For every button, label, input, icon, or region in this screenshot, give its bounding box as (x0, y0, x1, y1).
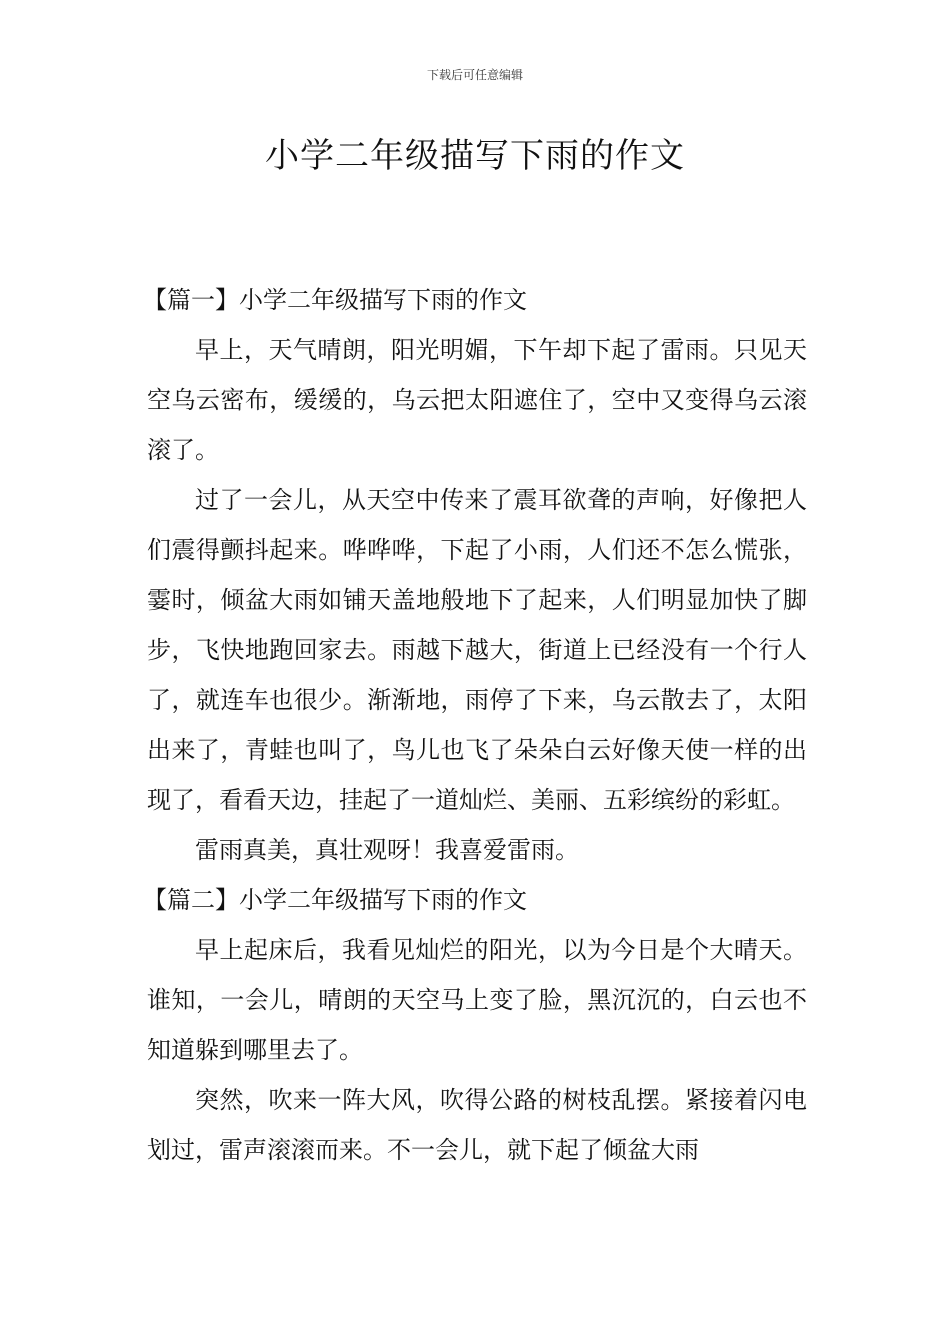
header-note: 下载后可任意编辑 (426, 68, 523, 82)
paragraph: 突然，吹来一阵大风，吹得公路的树枝乱摆。紧接着闪电划过，雷声滚滚而来。不一会儿，就下起了倾盆大雨 (147, 1086, 807, 1164)
document-title: 小学二年级描写下雨的作文 (265, 136, 685, 176)
paragraph: 雷雨真美，真壮观呀！我喜爱雷雨。 (195, 836, 579, 864)
section-heading-2: 【篇二】小学二年级描写下雨的作文 (143, 886, 527, 914)
section-heading-1: 【篇一】小学二年级描写下雨的作文 (143, 286, 527, 314)
paragraph: 早上，天气晴朗，阳光明媚，下午却下起了雷雨。只见天空乌云密布，缓缓的，乌云把太阳遮住了，空中又变得乌云滚滚了。 (147, 336, 807, 464)
paragraph: 早上起床后，我看见灿烂的阳光，以为今日是个大晴天。谁知，一会儿，晴朗的天空马上变了脸，黑沉沉的，白云也不知道躲到哪里去了。 (147, 936, 807, 1064)
document-body (143, 275, 807, 1175)
paragraph: 过了一会儿，从天空中传来了震耳欲聋的声响，好像把人们震得颤抖起来。哗哗哗，下起了小雨，人们还不怎么慌张，霎时，倾盆大雨如铺天盖地般地下了起来，人们明显加快了脚步，飞快地跑回家去。雨越下越大，街道上已经没有一个行人了，就连车也很少。渐渐地，雨停了下来，乌云散去了，太阳出来了，青蛙也叫了，鸟儿也飞了朵朵白云好像天使一样的出现了，看看天边，挂起了一道灿烂、美丽、五彩缤纷的彩虹。 (147, 486, 807, 814)
